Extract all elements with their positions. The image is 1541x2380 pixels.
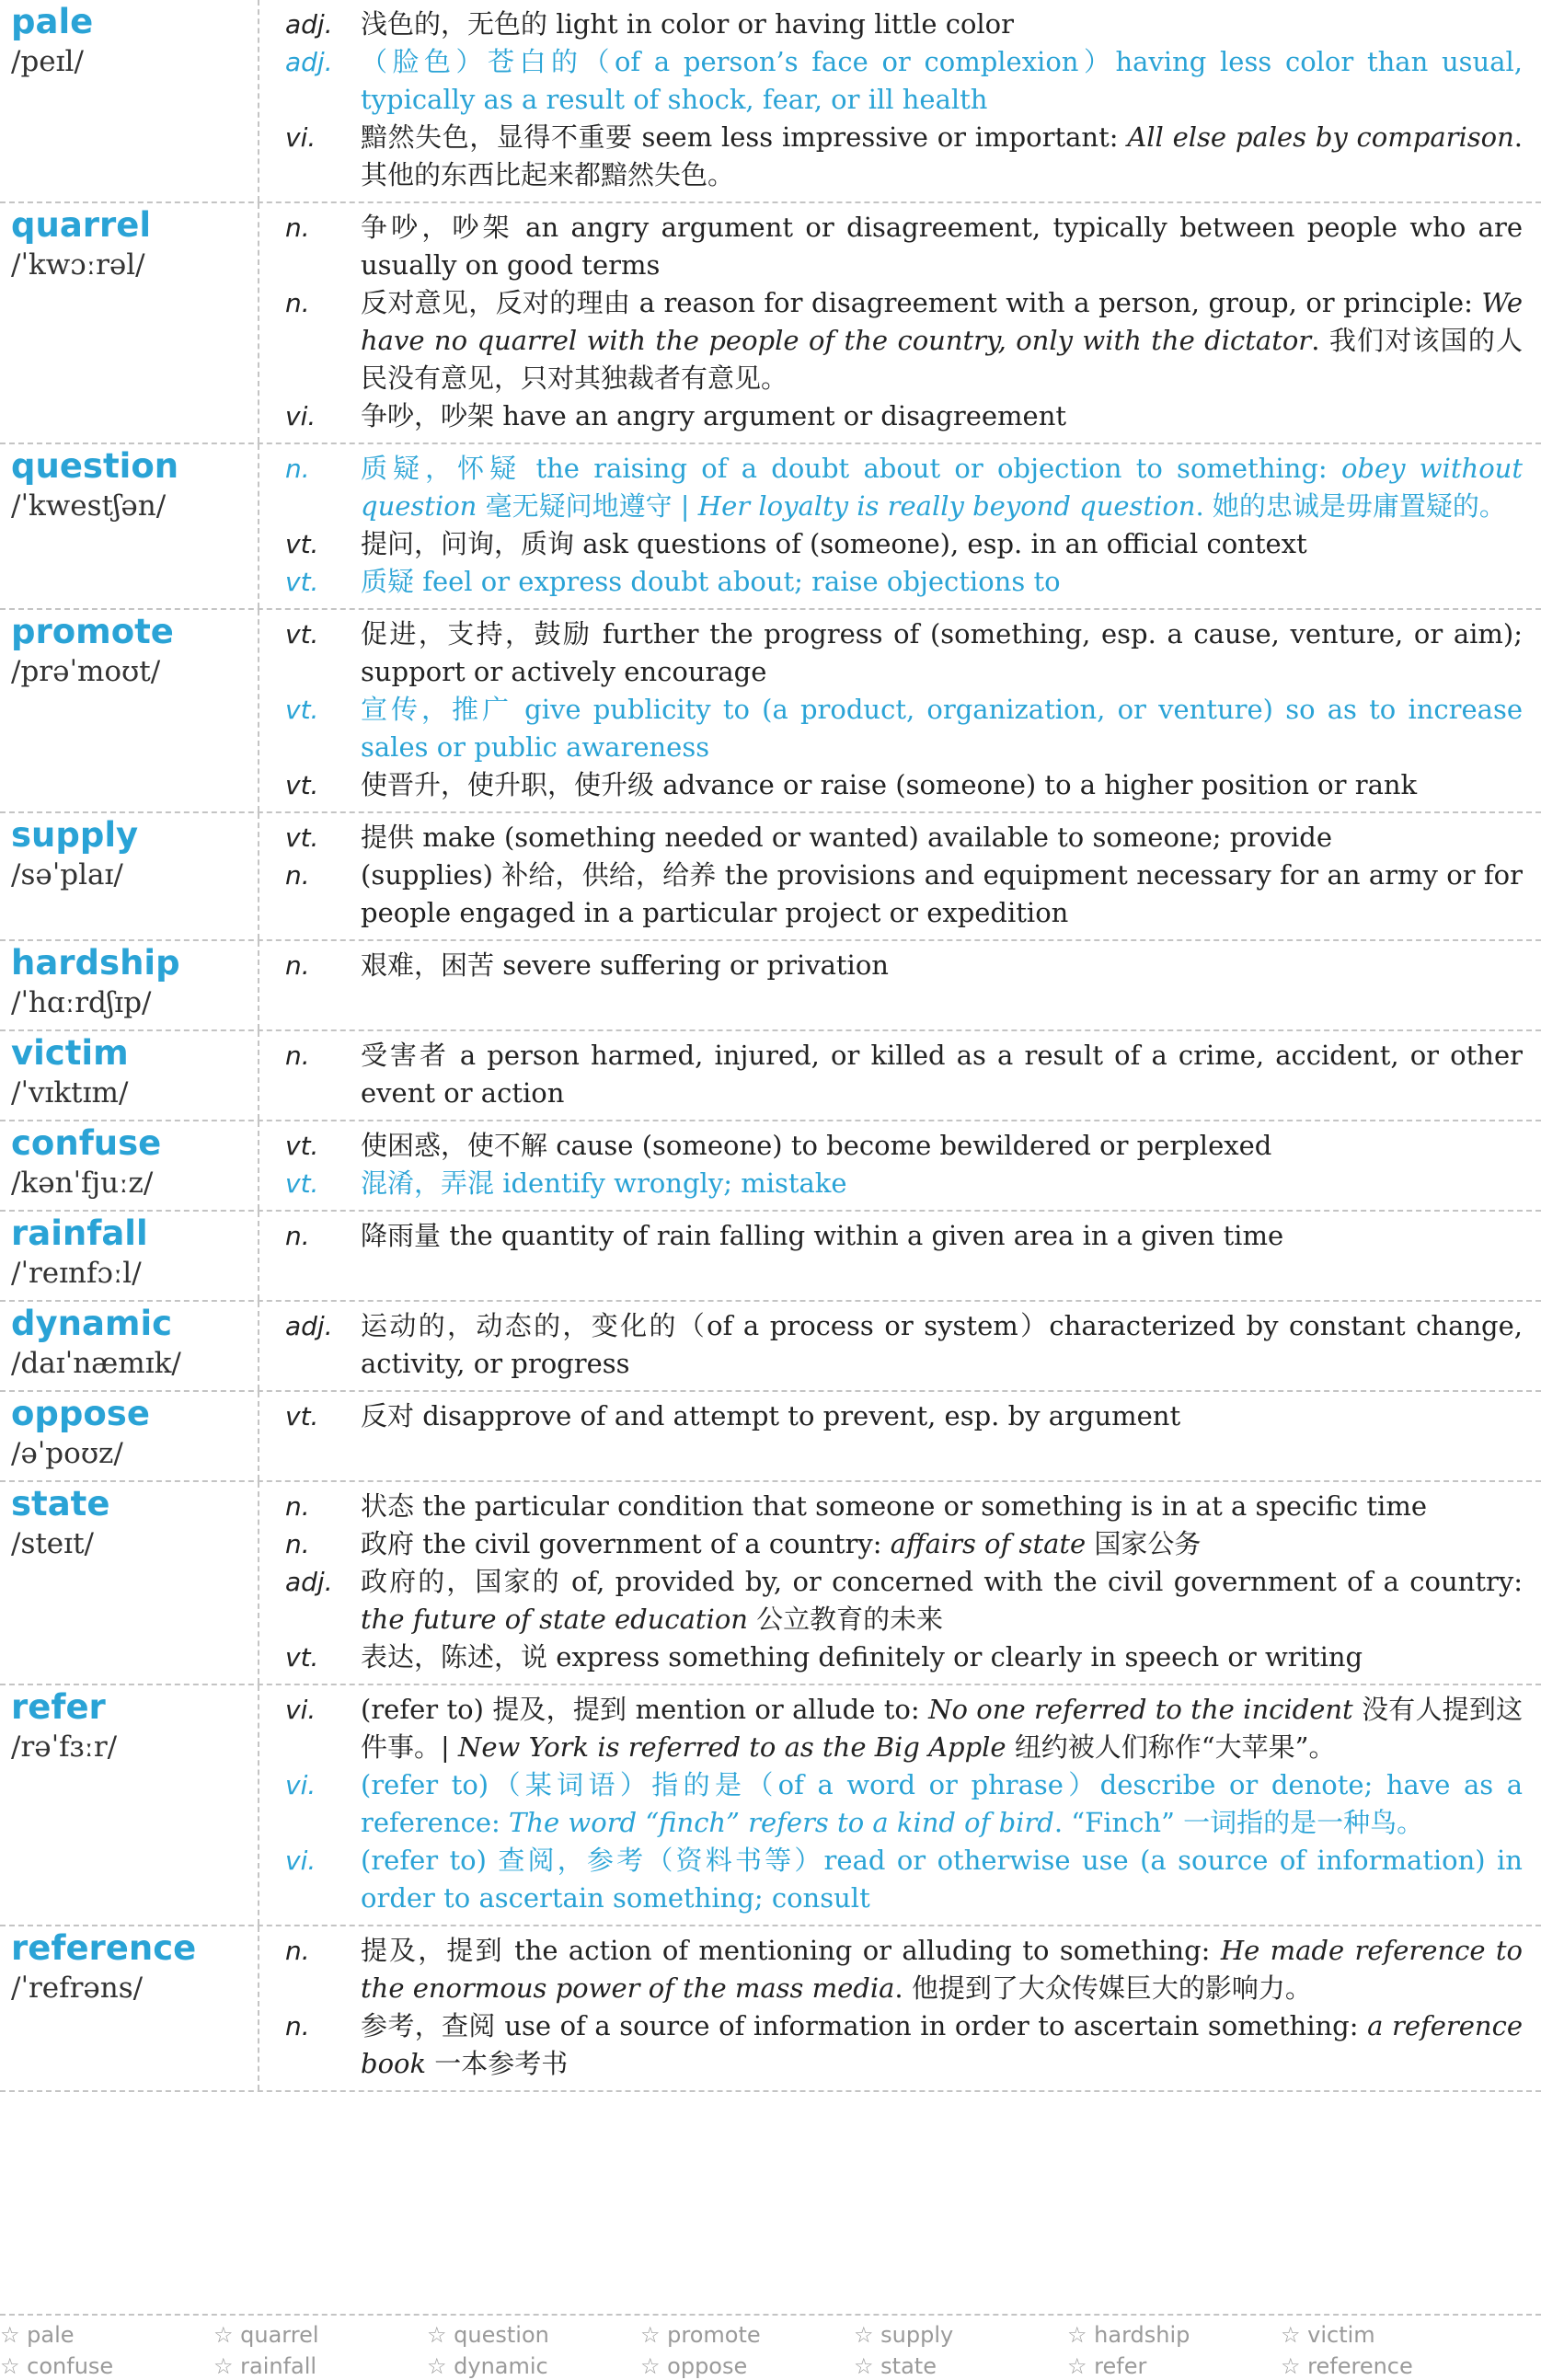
definition-text: 使困惑，使不解 cause (someone) to become bewildered or perplexed (361, 1130, 1272, 1161)
star-icon: ☆ (1281, 2353, 1301, 2379)
example-translation: . “Finch” 一词指的是一种鸟。 (1053, 1807, 1424, 1838)
example-sentence: Her loyalty is really beyond question (697, 490, 1196, 522)
sense (285, 1691, 1523, 1766)
sense (285, 2007, 1523, 2083)
definition-text: 提问，问询，质询 ask questions of (someone), esp. in an official context (361, 528, 1307, 559)
definition-text: 艰难，困苦 severe suffering or privation (361, 949, 889, 981)
example-sentence: No one referred to the incident (928, 1694, 1353, 1725)
sense-list (259, 1121, 1541, 1210)
definition (361, 525, 1523, 563)
headword: dynamic (11, 1304, 173, 1343)
sense (285, 691, 1523, 766)
checklist-word: quarrel (240, 2322, 319, 2348)
example-sentence: a reference book (361, 2010, 1523, 2079)
checklist-word: promote (667, 2322, 761, 2348)
checklist-item-hardship[interactable] (1067, 2321, 1281, 2349)
sense-list (259, 1392, 1541, 1480)
definition (361, 1638, 1523, 1676)
example-translation: . 我们对该国的人民没有意见，只对其独裁者有意见。 (361, 325, 1524, 394)
sense (285, 1766, 1523, 1842)
headword: oppose (11, 1394, 150, 1433)
example-translation: . 她的忠诚是毋庸置疑的。 (1195, 490, 1506, 522)
headword-column (0, 1121, 259, 1210)
definition (361, 1525, 1523, 1563)
sense (285, 819, 1523, 857)
definition-text: 黯然失色，显得不重要 seem less impressive or important: (361, 121, 1128, 153)
word-checklist-grid (0, 2321, 1541, 2380)
checklist-item-confuse[interactable] (0, 2352, 213, 2380)
headword: supply (11, 815, 139, 855)
sense (285, 119, 1523, 194)
sense-list (259, 1482, 1541, 1684)
entry-supply (0, 813, 1541, 941)
definition (361, 284, 1523, 397)
star-icon: ☆ (1067, 2322, 1087, 2348)
sense (285, 1525, 1523, 1563)
part-of-speech: n. (285, 1936, 310, 1966)
part-of-speech: n. (285, 454, 310, 484)
sense (285, 857, 1523, 932)
sense-list (259, 1926, 1541, 2090)
headword-column (0, 1212, 259, 1300)
headword: state (11, 1484, 110, 1523)
star-icon: ☆ (640, 2353, 661, 2379)
sense (285, 397, 1523, 435)
example-sentence: All else pales by comparison (1127, 121, 1514, 153)
word-checklist (0, 2314, 1541, 2380)
part-of-speech: vt. (285, 822, 319, 853)
definition-text: 混淆，弄混 identify wrongly; mistake (361, 1167, 847, 1199)
headword: rainfall (11, 1213, 148, 1253)
sense-list (259, 203, 1541, 443)
headword-column (0, 1482, 259, 1684)
example-translation: . 其他的东西比起来都黯然失色。 (361, 121, 1523, 190)
sense (285, 563, 1523, 601)
headword-column (0, 941, 259, 1029)
definition-text: 状态 the particular condition that someone or something is in at a specific time (361, 1490, 1427, 1522)
sense (285, 1563, 1523, 1638)
sense (285, 766, 1523, 804)
part-of-speech: vt. (285, 1131, 319, 1161)
example-translation: 没有人提到这件事。| (361, 1694, 1524, 1763)
definition-text: 浅色的，无色的 light in color or having little color (361, 8, 1015, 40)
definition (361, 1165, 1523, 1202)
sense (285, 1037, 1523, 1112)
star-icon: ☆ (854, 2353, 874, 2379)
phonetic: /ˈkwestʃən/ (11, 489, 167, 523)
sense (285, 1165, 1523, 1202)
definition-text: 争吵，吵架 have an angry argument or disagreement (361, 400, 1067, 431)
sense-list (259, 1685, 1541, 1925)
definition-text: (supplies) 补给，供给，给养 the provisions and equipment necessary for an army or for people engaged in a particular project or expedition (361, 859, 1523, 928)
phonetic: /səˈplaɪ/ (11, 858, 123, 891)
sense (285, 284, 1523, 397)
sense-list (259, 1031, 1541, 1120)
part-of-speech: n. (285, 1041, 310, 1071)
example-translation: . 他提到了大众传媒巨大的影响力。 (894, 1972, 1312, 2004)
checklist-item-oppose[interactable] (640, 2352, 854, 2380)
sense-list (259, 610, 1541, 811)
entry-state (0, 1482, 1541, 1685)
star-icon: ☆ (213, 2353, 234, 2379)
definition (361, 43, 1523, 119)
star-icon: ☆ (427, 2322, 447, 2348)
checklist-word: dynamic (454, 2353, 548, 2379)
example-sentence: the future of state education (361, 1604, 748, 1635)
entry-refer (0, 1685, 1541, 1926)
sense-list (259, 941, 1541, 1029)
phonetic: /steɪt/ (11, 1527, 94, 1560)
entry-rainfall (0, 1212, 1541, 1302)
checklist-word: supply (880, 2322, 954, 2348)
entry-question (0, 444, 1541, 610)
sense (285, 6, 1523, 43)
checklist-item-reference[interactable] (1281, 2352, 1494, 2380)
example-sentence: He made reference to the enormous power of the mass media (361, 1935, 1523, 2004)
part-of-speech: adj. (285, 1311, 333, 1341)
example-sentence: We have no quarrel with the people of the country, only with the dictator (361, 287, 1523, 356)
definition (361, 397, 1523, 435)
sense (285, 947, 1523, 984)
part-of-speech: n. (285, 1491, 310, 1522)
phonetic: /ˈhɑːrdʃɪp/ (11, 986, 152, 1019)
phonetic: /ˈvɪktɪm/ (11, 1076, 129, 1110)
checklist-word: hardship (1094, 2322, 1190, 2348)
phonetic: /ˈkwɔːrəl/ (11, 248, 145, 282)
phonetic: /peɪl/ (11, 45, 84, 78)
example-sentence: obey without question (361, 453, 1523, 522)
definition (361, 563, 1523, 601)
definition (361, 1127, 1523, 1165)
definition-text: (refer to) 查阅，参考（资料书等）read or otherwise use (a source of information) in order to ascertain something; consult (361, 1845, 1523, 1914)
checklist-word: rainfall (240, 2353, 317, 2379)
headword-column (0, 1926, 259, 2090)
definition (361, 1217, 1523, 1255)
entry-victim (0, 1031, 1541, 1121)
sense (285, 450, 1523, 525)
part-of-speech: vt. (285, 1168, 319, 1199)
checklist-item-question[interactable] (427, 2321, 640, 2349)
sense (285, 525, 1523, 563)
checklist-word: pale (27, 2322, 75, 2348)
part-of-speech: adj. (285, 9, 333, 40)
checklist-word: victim (1307, 2322, 1375, 2348)
phonetic: /daɪˈnæmɪk/ (11, 1347, 181, 1380)
example-sentence: New York is referred to as the Big Apple (458, 1731, 1006, 1763)
phonetic: /kənˈfjuːz/ (11, 1167, 154, 1200)
checklist-item-rainfall[interactable] (213, 2352, 427, 2380)
checklist-word: oppose (667, 2353, 748, 2379)
part-of-speech: vt. (285, 770, 319, 800)
headword: pale (11, 2, 94, 41)
checklist-item-promote[interactable] (640, 2321, 854, 2349)
sense (285, 1127, 1523, 1165)
definition-text: 促进，支持，鼓励 further the progress of (something, esp. a cause, venture, or aim); support or actively encourage (361, 618, 1523, 687)
checklist-word: question (454, 2322, 549, 2348)
star-icon: ☆ (1281, 2322, 1301, 2348)
definition (361, 947, 1523, 984)
part-of-speech: vt. (285, 1401, 319, 1431)
part-of-speech: adj. (285, 1567, 333, 1597)
definition (361, 1397, 1523, 1435)
definition-text: 反对意见，反对的理由 a reason for disagreement with a person, group, or principle: (361, 287, 1482, 318)
definition (361, 1563, 1523, 1638)
definition-text: 受害者 a person harmed, injured, or killed as a result of a crime, accident, or other event or action (361, 1040, 1523, 1109)
checklist-item-dynamic[interactable] (427, 2352, 640, 2380)
checklist-item-quarrel[interactable] (213, 2321, 427, 2349)
sense (285, 1932, 1523, 2007)
definition-text: 反对 disapprove of and attempt to prevent, esp. by argument (361, 1400, 1181, 1431)
definition (361, 209, 1523, 284)
sense-list (259, 0, 1541, 201)
definition-text: 争吵，吵架 an angry argument or disagreement, typically between people who are usually on good terms (361, 212, 1523, 281)
sense-list (259, 1302, 1541, 1390)
definition-text: (refer to)（某词语）指的是（of a word or phrase）describe or denote; have as a reference: (361, 1769, 1523, 1838)
star-icon: ☆ (1067, 2353, 1087, 2379)
part-of-speech: vt. (285, 695, 319, 725)
phonetic: /ˈreɪnfɔːl/ (11, 1257, 142, 1290)
checklist-word: refer (1094, 2353, 1147, 2379)
part-of-speech: vt. (285, 1642, 319, 1673)
part-of-speech: vt. (285, 567, 319, 597)
star-icon: ☆ (213, 2322, 234, 2348)
headword-column (0, 203, 259, 443)
checklist-item-state[interactable] (854, 2352, 1067, 2380)
headword: promote (11, 612, 174, 651)
part-of-speech: vt. (285, 529, 319, 559)
headword-column (0, 1392, 259, 1480)
sense-list (259, 1212, 1541, 1300)
part-of-speech: n. (285, 860, 310, 891)
example-translation: 公立教育的未来 (747, 1604, 944, 1635)
checklist-item-victim[interactable] (1281, 2321, 1494, 2349)
checklist-word: confuse (27, 2353, 114, 2379)
definition (361, 1842, 1523, 1917)
star-icon: ☆ (640, 2322, 661, 2348)
definition-text: 参考，查阅 use of a source of information in order to ascertain something: (361, 2010, 1368, 2041)
star-icon: ☆ (0, 2322, 20, 2348)
definition (361, 857, 1523, 932)
sense-list (259, 444, 1541, 608)
definition-text: 运动的，动态的，变化的（of a process or system）characterized by constant change, activity, or progress (361, 1310, 1523, 1379)
headword: refer (11, 1687, 106, 1727)
part-of-speech: n. (285, 1221, 310, 1251)
phonetic: /prəˈmoʊt/ (11, 655, 161, 688)
definition-text: 降雨量 the quantity of rain falling within a given area in a given time (361, 1220, 1284, 1251)
definition (361, 1037, 1523, 1112)
headword-column (0, 1031, 259, 1120)
sense (285, 43, 1523, 119)
example-translation: 毫无疑问地遵守 | (477, 490, 698, 522)
headword: reference (11, 1928, 197, 1968)
part-of-speech: n. (285, 1529, 310, 1559)
headword: question (11, 446, 179, 486)
definition (361, 1766, 1523, 1842)
part-of-speech: vi. (285, 401, 316, 431)
headword-column (0, 610, 259, 811)
example-sentence: affairs of state (890, 1528, 1087, 1559)
star-icon: ☆ (427, 2353, 447, 2379)
headword: quarrel (11, 205, 152, 245)
part-of-speech: adj. (285, 47, 333, 77)
example-sentence: The word “finch” refers to a kind of bird (509, 1807, 1054, 1838)
headword-column (0, 813, 259, 939)
definition-text: 提及，提到 the action of mentioning or alluding to something: (361, 1935, 1221, 1966)
entry-oppose (0, 1392, 1541, 1482)
part-of-speech: n. (285, 950, 310, 981)
part-of-speech: vi. (285, 122, 316, 153)
definition (361, 1307, 1523, 1383)
example-translation: 一本参考书 (426, 2048, 569, 2079)
part-of-speech: n. (285, 2011, 310, 2041)
checklist-word: reference (1307, 2353, 1413, 2379)
definition (361, 2007, 1523, 2083)
checklist-item-refer[interactable] (1067, 2352, 1281, 2380)
headword-column (0, 1685, 259, 1925)
definition (361, 1932, 1523, 2007)
sense (285, 1488, 1523, 1525)
checklist-item-supply[interactable] (854, 2321, 1067, 2349)
part-of-speech: vi. (285, 1845, 316, 1876)
sense (285, 1842, 1523, 1917)
headword-column (0, 0, 259, 201)
definition (361, 1691, 1523, 1766)
entry-promote (0, 610, 1541, 813)
entry-dynamic (0, 1302, 1541, 1392)
phonetic: /rəˈfɜːr/ (11, 1730, 118, 1764)
definition (361, 819, 1523, 857)
definition-text: (refer to) 提及，提到 mention or allude to: (361, 1694, 929, 1725)
star-icon: ☆ (854, 2322, 874, 2348)
definition-text: 提供 make (something needed or wanted) available to someone; provide (361, 822, 1333, 853)
definition (361, 691, 1523, 766)
definition (361, 1488, 1523, 1525)
headword-column (0, 1302, 259, 1390)
part-of-speech: n. (285, 288, 310, 318)
definition-text: 使晋升，使升职，使升级 advance or raise (someone) to a higher position or rank (361, 769, 1418, 800)
sense (285, 615, 1523, 691)
example-translation: 纽约被人们称作“大苹果”。 (1006, 1731, 1336, 1763)
example-translation: 国家公务 (1086, 1528, 1202, 1559)
definition (361, 615, 1523, 691)
definition-text: 质疑，怀疑 the raising of a doubt about or objection to something: (361, 453, 1341, 484)
part-of-speech: vi. (285, 1770, 316, 1800)
sense (285, 1307, 1523, 1383)
definition (361, 766, 1523, 804)
entry-reference (0, 1926, 1541, 2092)
sense (285, 1638, 1523, 1676)
definition (361, 450, 1523, 525)
sense (285, 1397, 1523, 1435)
phonetic: /ˈrefrəns/ (11, 1972, 144, 2005)
definition-text: 政府 the civil government of a country: (361, 1528, 891, 1559)
definition-text: 政府的，国家的 of, provided by, or concerned with the civil government of a country: (361, 1566, 1523, 1597)
definition (361, 6, 1523, 43)
headword: victim (11, 1033, 129, 1073)
entry-hardship (0, 941, 1541, 1031)
sense-list (259, 813, 1541, 939)
definition-text: 宣传，推广 give publicity to (a product, organization, or venture) so as to increase sales or public awareness (361, 694, 1523, 763)
sense (285, 209, 1523, 284)
entry-confuse (0, 1121, 1541, 1212)
entry-pale (0, 0, 1541, 203)
headword: hardship (11, 943, 180, 983)
part-of-speech: vt. (285, 619, 319, 650)
part-of-speech: vi. (285, 1695, 316, 1725)
headword-column (0, 444, 259, 608)
entry-quarrel (0, 203, 1541, 444)
headword: confuse (11, 1123, 162, 1163)
definition-text: （脸色）苍白的（of a person’s face or complexion）having less color than usual, typically as a result of shock, fear, or ill health (361, 46, 1523, 115)
sense (285, 1217, 1523, 1255)
definition-text: 表达，陈述，说 express something definitely or clearly in speech or writing (361, 1641, 1363, 1673)
phonetic: /əˈpoʊz/ (11, 1437, 123, 1470)
part-of-speech: n. (285, 213, 310, 243)
checklist-word: state (880, 2353, 937, 2379)
checklist-item-pale[interactable] (0, 2321, 213, 2349)
star-icon: ☆ (0, 2353, 20, 2379)
definition (361, 119, 1523, 194)
definition-text: 质疑 feel or express doubt about; raise objections to (361, 566, 1061, 597)
